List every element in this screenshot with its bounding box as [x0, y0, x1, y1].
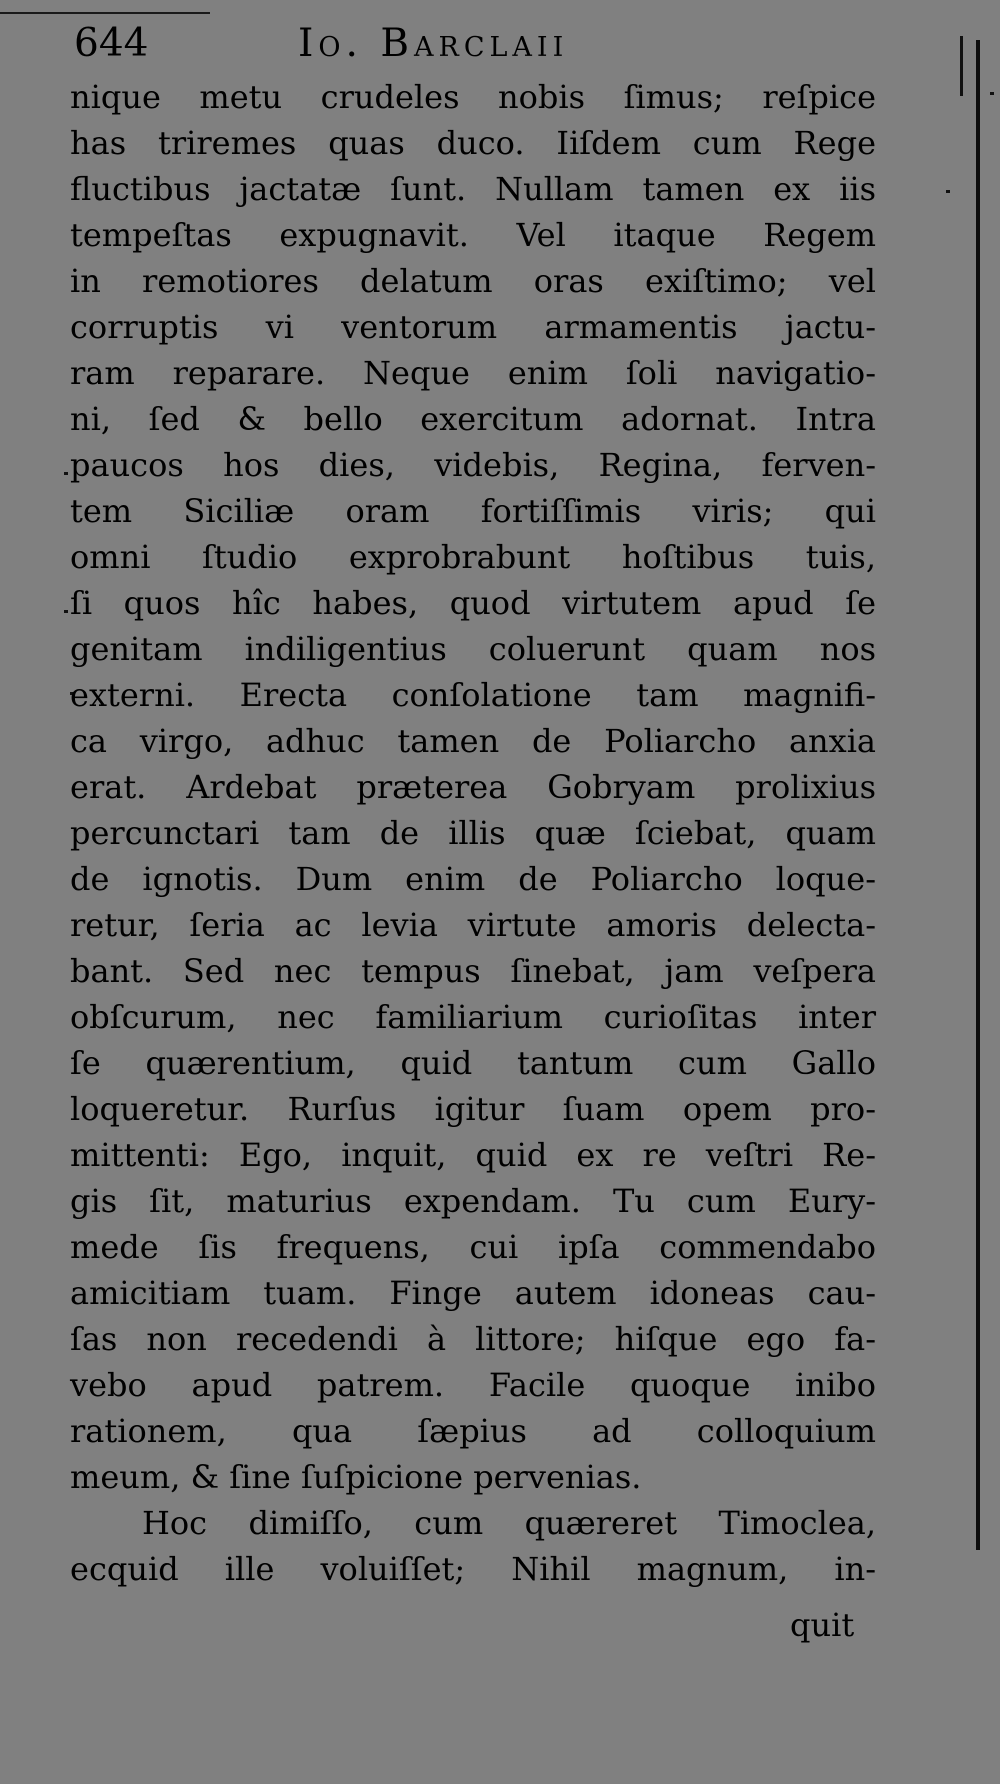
body-text	[70, 74, 876, 1592]
text-line: mede ſis frequens, cui ipſa commendabo	[70, 1228, 876, 1266]
text-line: ſi quos hîc habes, quod virtutem apud ſe	[70, 584, 876, 622]
margin-speck	[946, 190, 950, 193]
text-line: nique metu crudeles nobis ſimus; reſpice	[70, 78, 876, 116]
text-line: ecquid ille voluiſſet; Nihil magnum, in-	[70, 1550, 876, 1588]
text-line: bant. Sed nec tempus ſinebat, jam veſpera	[70, 952, 876, 990]
text-line: has triremes quas duco. Iiſdem cum Rege	[70, 124, 876, 162]
page-number: 644	[74, 21, 149, 66]
running-head: Io. Barclaii	[298, 21, 569, 66]
text-line: amicitiam tuam. Finge autem idoneas cau-	[70, 1274, 876, 1312]
text-line: percunctari tam de illis quæ ſciebat, quam	[70, 814, 876, 852]
text-line: vebo apud patrem. Facile quoque inibo	[70, 1366, 876, 1404]
text-line: fluctibus jactatæ ſunt. Nullam tamen ex iis	[70, 170, 876, 208]
text-line: loqueretur. Rurſus igitur ſuam opem pro-	[70, 1090, 876, 1128]
text-line: ſas non recedendi à littore; hiſque ego fa-	[70, 1320, 876, 1358]
text-line: obſcurum, nec familiarium curioſitas inter	[70, 998, 876, 1036]
text-line: in remotiores delatum oras exiſtimo; vel	[70, 262, 876, 300]
paragraph-start-line: Hoc dimiſſo, cum quæreret Timoclea,	[142, 1504, 876, 1542]
text-line: omni ſtudio exprobrabunt hoſtibus tuis,	[70, 538, 876, 576]
text-line: de ignotis. Dum enim de Poliarcho loque-	[70, 860, 876, 898]
text-line: paucos hos dies, videbis, Regina, ferven-	[70, 446, 876, 484]
text-line: tempeſtas expugnavit. Vel itaque Regem	[70, 216, 876, 254]
text-line: gis ſit, maturius expendam. Tu cum Eury-	[70, 1182, 876, 1220]
text-line: mittenti: Ego, inquit, quid ex re veſtri Re-	[70, 1136, 876, 1174]
margin-speck	[990, 92, 994, 95]
text-line: erat. Ardebat præterea Gobryam prolixius	[70, 768, 876, 806]
text-line: ni, ſed & bello exercitum adornat. Intra	[70, 400, 876, 438]
page-gutter-edge	[976, 40, 980, 1550]
text-line: ſe quærentium, quid tantum cum Gallo	[70, 1044, 876, 1082]
text-line: tem Siciliæ oram fortiſſimis viris; qui	[70, 492, 876, 530]
text-line: retur, ſeria ac levia virtute amoris delecta-	[70, 906, 876, 944]
gutter-mark	[960, 36, 963, 96]
margin-speck	[64, 610, 68, 613]
margin-speck	[64, 472, 68, 475]
text-line: genitam indiligentius coluerunt quam nos	[70, 630, 876, 668]
text-line: meum, & ſine ſuſpicione pervenias.	[70, 1458, 642, 1496]
text-line: ram reparare. Neque enim ſoli navigatio-	[70, 354, 876, 392]
text-line: ca virgo, adhuc tamen de Poliarcho anxia	[70, 722, 876, 760]
catchword: quit	[790, 1606, 855, 1644]
top-edge-rule	[0, 12, 210, 14]
text-line: rationem, qua ſæpius ad colloquium	[70, 1412, 876, 1450]
text-line: externi. Erecta conſolatione tam magnifi-	[70, 676, 876, 714]
text-line: corruptis vi ventorum armamentis jactu-	[70, 308, 876, 346]
